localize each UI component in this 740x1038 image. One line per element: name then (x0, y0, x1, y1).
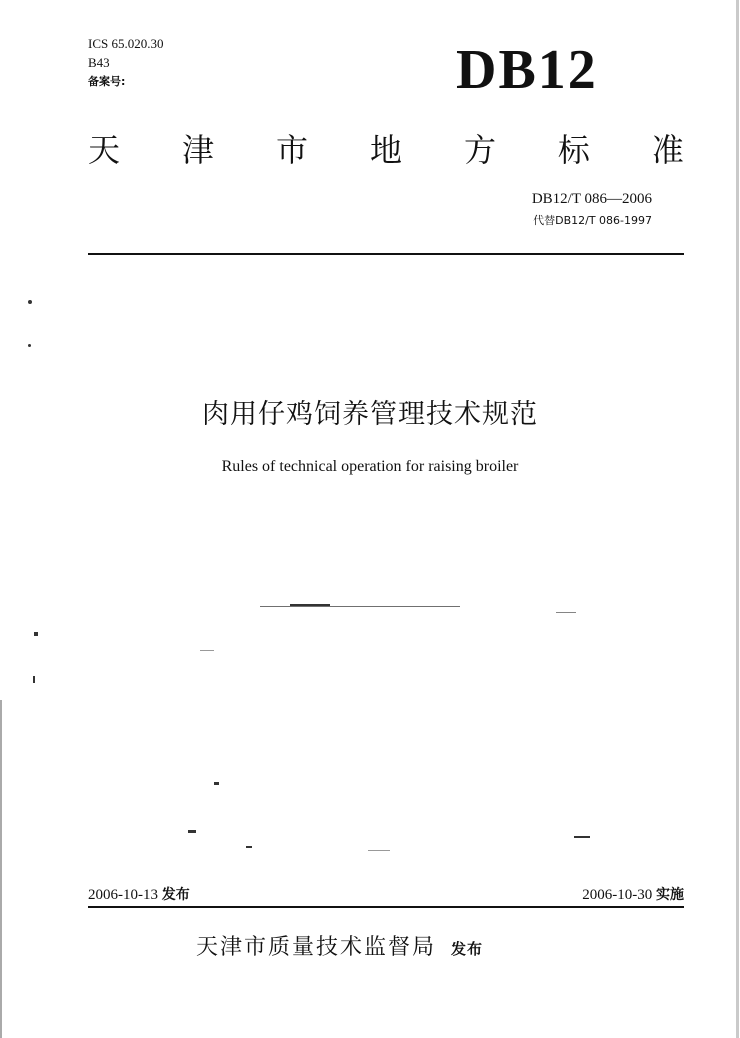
scan-speck (368, 850, 390, 851)
standard-type-char: 标 (557, 131, 590, 169)
scan-speck (34, 632, 38, 636)
implementation-date: 2006-10-30 (582, 887, 653, 903)
filing-number-label: 备案号: (88, 75, 126, 88)
scan-speck (188, 830, 196, 833)
issuer-suffix: 发布 (451, 940, 484, 958)
classification-block (88, 34, 163, 91)
issue-label: 发布 (161, 887, 190, 903)
standard-type-char: 天 (88, 131, 121, 169)
standard-code-big: DB12 (456, 39, 598, 101)
scan-speck (574, 836, 590, 838)
scan-streak (260, 606, 460, 607)
standard-number: DB12/T 086—2006 (531, 191, 652, 207)
standard-type-char: 津 (181, 131, 214, 169)
header-rule (88, 253, 684, 255)
scan-speck (33, 676, 35, 683)
scan-speck (28, 344, 31, 347)
document-title-cn: 肉用仔鸡饲养管理技术规范 (202, 399, 538, 430)
standard-type-char: 方 (463, 131, 496, 169)
document-title-en: Rules of technical operation for raising broiler (221, 458, 519, 475)
scan-speck (246, 846, 252, 848)
footer-rule (88, 906, 684, 908)
scan-speck (214, 782, 219, 785)
scan-streak (290, 604, 330, 606)
replaces-note: 代替DB12/T 086-1997 (533, 214, 652, 227)
ics-code: ICS 65.020.30 (88, 36, 164, 51)
scan-speck (28, 300, 32, 304)
implementation-label: 实施 (656, 887, 684, 903)
class-code: B43 (88, 55, 110, 70)
standard-type-char: 市 (275, 131, 308, 169)
standard-type-heading (88, 130, 684, 170)
issuer-name: 天津市质量技术监督局 (196, 935, 437, 960)
issuing-authority (196, 930, 483, 961)
issue-date: 2006-10-13 (88, 887, 158, 903)
scan-streak (200, 650, 214, 651)
implementation-date-line (582, 884, 684, 904)
scan-streak (556, 612, 576, 613)
scan-edge-right (736, 0, 739, 1038)
scan-edge-left (0, 700, 2, 1038)
standard-type-char: 地 (369, 131, 402, 169)
standard-type-char: 准 (651, 131, 684, 169)
issue-date-line (88, 884, 190, 904)
